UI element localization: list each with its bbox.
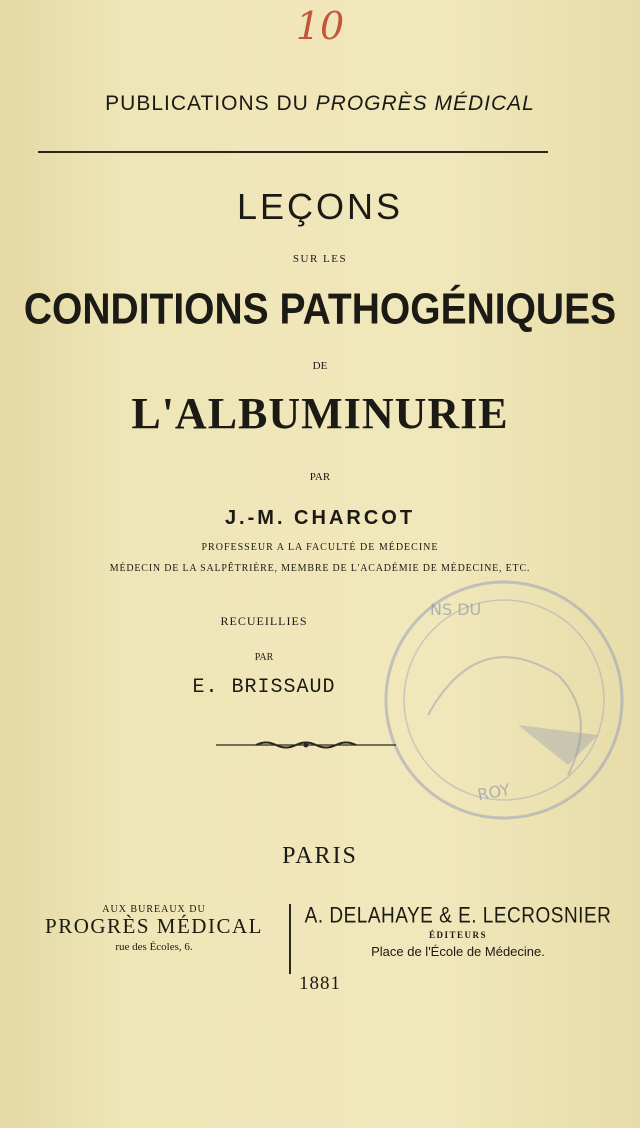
header-rule bbox=[38, 151, 548, 153]
imprint-left-aux: AUX BUREAUX DU bbox=[102, 904, 206, 915]
library-stamp bbox=[368, 565, 640, 835]
imprint-right bbox=[298, 906, 618, 959]
ornament-rule bbox=[216, 740, 396, 750]
title-line-4: DE bbox=[312, 360, 328, 372]
stamp-text-top: NS DU bbox=[430, 600, 482, 619]
author-par: PAR bbox=[309, 471, 331, 483]
handwritten-note: 10 bbox=[295, 4, 345, 48]
author-position-2: MÉDECIN DE LA SALPÊTRIÈRE, MEMBRE DE L'ACADÉMIE DE MÉDECINE, ETC. bbox=[109, 563, 531, 574]
collector-name: E. BRISSAUD bbox=[192, 676, 336, 699]
title-line-1: LEÇONS bbox=[236, 186, 404, 227]
imprint-city: PARIS bbox=[282, 843, 358, 869]
author-name: J.-M. CHARCOT bbox=[224, 507, 416, 529]
series-name: PROGRÈS MÉDICAL bbox=[315, 92, 535, 115]
imprint-publishers: A. DELAHAYE & E. LECROSNIER bbox=[304, 904, 612, 929]
series-heading bbox=[0, 92, 640, 116]
imprint-role: ÉDITEURS bbox=[428, 930, 487, 940]
imprint-year: 1881 bbox=[299, 973, 341, 994]
collector-recueillies: RECUEILLIES bbox=[220, 614, 308, 628]
imprint-right-address: Place de l'École de Médecine. bbox=[371, 944, 545, 959]
imprint-divider bbox=[289, 904, 291, 974]
collector-par: PAR bbox=[254, 652, 274, 663]
series-prefix: PUBLICATIONS DU bbox=[105, 92, 309, 115]
imprint-left bbox=[34, 904, 274, 953]
imprint-left-name: PROGRÈS MÉDICAL bbox=[45, 914, 263, 938]
author-position-1: PROFESSEUR A LA FACULTÉ DE MÉDECINE bbox=[201, 542, 439, 553]
imprint-left-address: rue des Écoles, 6. bbox=[115, 941, 193, 953]
title-line-5: L'ALBUMINURIE bbox=[131, 389, 509, 438]
title-line-3: CONDITIONS PATHOGÉNIQUES bbox=[23, 285, 617, 334]
stamp-text-bottom: ROY bbox=[476, 780, 512, 805]
title-line-2: SUR LES bbox=[292, 253, 348, 265]
